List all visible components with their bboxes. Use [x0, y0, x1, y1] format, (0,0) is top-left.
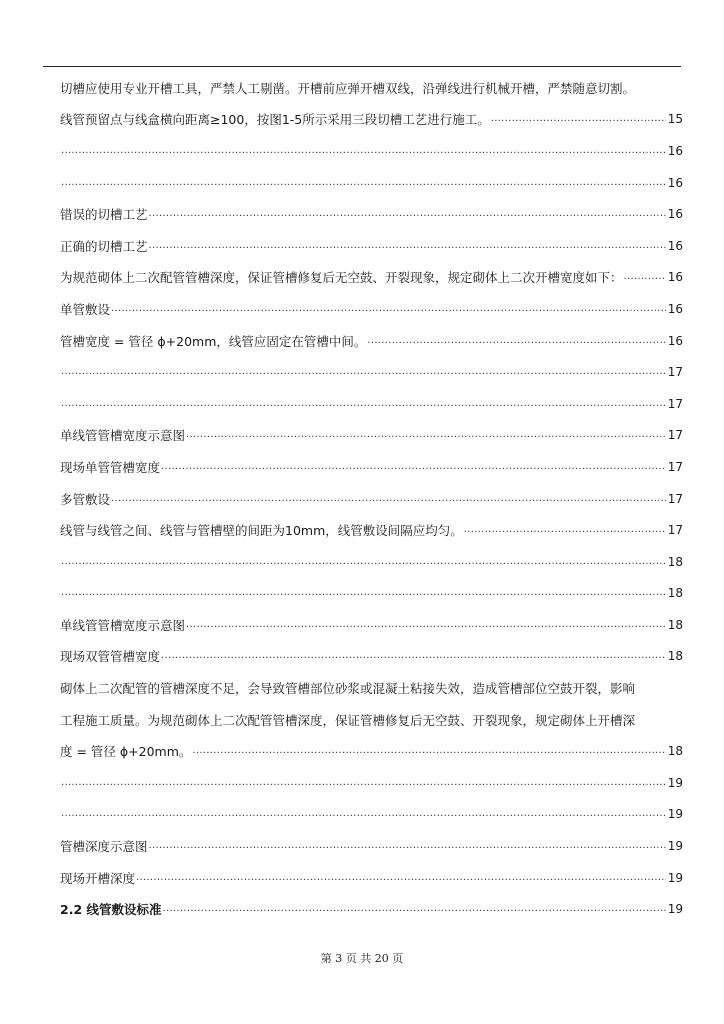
toc-page-number: 16	[667, 207, 683, 222]
toc-page-number: 18	[667, 649, 683, 664]
dot-leader	[61, 367, 666, 377]
toc-entry[interactable]	[60, 198, 683, 230]
toc-entry-text: 现场单管管槽宽度	[60, 459, 161, 475]
dot-leader	[149, 209, 666, 219]
toc-page-number: 18	[667, 744, 683, 759]
toc-page-number: 17	[667, 523, 683, 538]
header-rule	[43, 66, 681, 67]
toc-entry-text: 切槽应使用专业开槽工具，严禁人工剔凿。开槽前应弹开槽双线，沿弹线进行机械开槽，严禁随意切割。	[60, 80, 636, 96]
table-of-contents	[60, 72, 683, 925]
toc-page-number: 18	[667, 554, 683, 569]
dot-leader	[491, 114, 666, 124]
toc-entry-text: 砌体上二次配管的管槽深度不足，会导致管槽部位砂浆或混凝土粘接失效，造成管槽部位空鼓开裂，影响	[60, 681, 636, 697]
toc-entry[interactable]	[60, 262, 683, 294]
toc-page-number: 16	[667, 333, 683, 348]
toc-page-number: 16	[667, 238, 683, 253]
toc-entry-text: 单管敷设	[60, 301, 111, 317]
toc-entry[interactable]	[60, 672, 683, 704]
dot-leader	[161, 462, 666, 472]
toc-entry[interactable]	[60, 767, 683, 799]
dot-leader	[61, 557, 666, 567]
dot-leader	[149, 841, 666, 851]
toc-entry-text: 多管敷设	[60, 491, 111, 507]
page-footer: 第 3 页 共 20 页	[320, 952, 404, 965]
toc-entry[interactable]	[60, 104, 683, 136]
toc-entry[interactable]	[60, 167, 683, 199]
toc-entry-text: 为规范砌体上二次配管管槽深度，保证管槽修复后无空鼓、开裂现象，规定砌体上二次开槽宽度如下：	[60, 270, 623, 286]
toc-entry-text: 现场双管管槽宽度	[60, 649, 161, 665]
toc-page-number: 17	[667, 459, 683, 474]
toc-page-number: 16	[667, 175, 683, 190]
toc-entry-text: 线管与线管之间、线管与管槽壁的间距为10mm，线管敷设间隔应均匀。	[60, 523, 463, 539]
toc-entry-text: 管槽宽度 = 管径 ϕ+20mm，线管应固定在管槽中间。	[60, 333, 367, 349]
toc-page-number: 19	[667, 902, 683, 917]
toc-page-number: 17	[667, 428, 683, 443]
toc-entry[interactable]	[60, 72, 683, 104]
toc-entry[interactable]	[60, 388, 683, 420]
toc-entry[interactable]	[60, 451, 683, 483]
toc-entry[interactable]	[60, 135, 683, 167]
toc-page-number: 18	[667, 617, 683, 632]
toc-entry[interactable]	[60, 704, 683, 736]
dot-leader	[61, 146, 666, 156]
dot-leader	[624, 272, 666, 282]
dot-leader	[61, 399, 666, 409]
toc-page-number: 19	[667, 839, 683, 854]
toc-page-number: 16	[667, 143, 683, 158]
dot-leader	[61, 178, 666, 188]
toc-entry[interactable]	[60, 641, 683, 673]
dot-leader	[149, 241, 666, 251]
toc-entry[interactable]	[60, 893, 683, 925]
toc-entry-text: 管槽深度示意图	[60, 839, 148, 855]
toc-page-number: 17	[667, 365, 683, 380]
toc-page-number: 17	[667, 491, 683, 506]
dot-leader	[111, 494, 666, 504]
dot-leader	[192, 746, 665, 756]
dot-leader	[136, 873, 666, 883]
toc-entry[interactable]	[60, 483, 683, 515]
toc-page-number: 19	[667, 870, 683, 885]
toc-entry[interactable]	[60, 546, 683, 578]
toc-entry-text: 现场开槽深度	[60, 870, 136, 886]
toc-page-number: 16	[667, 301, 683, 316]
toc-page-number: 19	[667, 775, 683, 790]
toc-entry[interactable]	[60, 514, 683, 546]
dot-leader	[161, 651, 666, 661]
toc-entry-text: 单线管管槽宽度示意图	[60, 617, 186, 633]
toc-entry-text: 正确的切槽工艺	[60, 238, 148, 254]
dot-leader	[186, 620, 666, 630]
toc-page-number: 17	[667, 396, 683, 411]
toc-entry-text: 单线管管槽宽度示意图	[60, 428, 186, 444]
toc-page-number: 19	[667, 807, 683, 822]
dot-leader	[163, 904, 666, 914]
toc-entry[interactable]	[60, 230, 683, 262]
toc-entry[interactable]	[60, 356, 683, 388]
dot-leader	[61, 588, 666, 598]
toc-entry[interactable]	[60, 799, 683, 831]
toc-entry[interactable]	[60, 830, 683, 862]
toc-entry[interactable]	[60, 609, 683, 641]
toc-entry[interactable]	[60, 862, 683, 894]
dot-leader	[367, 336, 665, 346]
toc-entry[interactable]	[60, 293, 683, 325]
toc-entry[interactable]	[60, 578, 683, 610]
toc-page-number: 15	[667, 112, 683, 127]
toc-page-number: 16	[667, 270, 683, 285]
toc-entry-text: 工程施工质量。为规范砌体上二次配管管槽深度，保证管槽修复后无空鼓、开裂现象，规定砌体上开槽深	[60, 712, 636, 728]
toc-entry-text: 2.2 线管敷设标准	[60, 902, 162, 918]
toc-entry-text: 度 = 管径 ϕ+20mm。	[60, 744, 192, 760]
dot-leader	[61, 778, 666, 788]
toc-entry[interactable]	[60, 325, 683, 357]
dot-leader	[464, 525, 666, 535]
dot-leader	[186, 430, 666, 440]
toc-entry[interactable]	[60, 735, 683, 767]
toc-page-number: 18	[667, 586, 683, 601]
toc-entry-text: 线管预留点与线盒横向距离≥100，按图1-5所示采用三段切槽工艺进行施工。	[60, 112, 490, 128]
toc-entry[interactable]	[60, 420, 683, 452]
toc-entry-text: 错误的切槽工艺	[60, 207, 148, 223]
dot-leader	[61, 809, 666, 819]
dot-leader	[111, 304, 666, 314]
